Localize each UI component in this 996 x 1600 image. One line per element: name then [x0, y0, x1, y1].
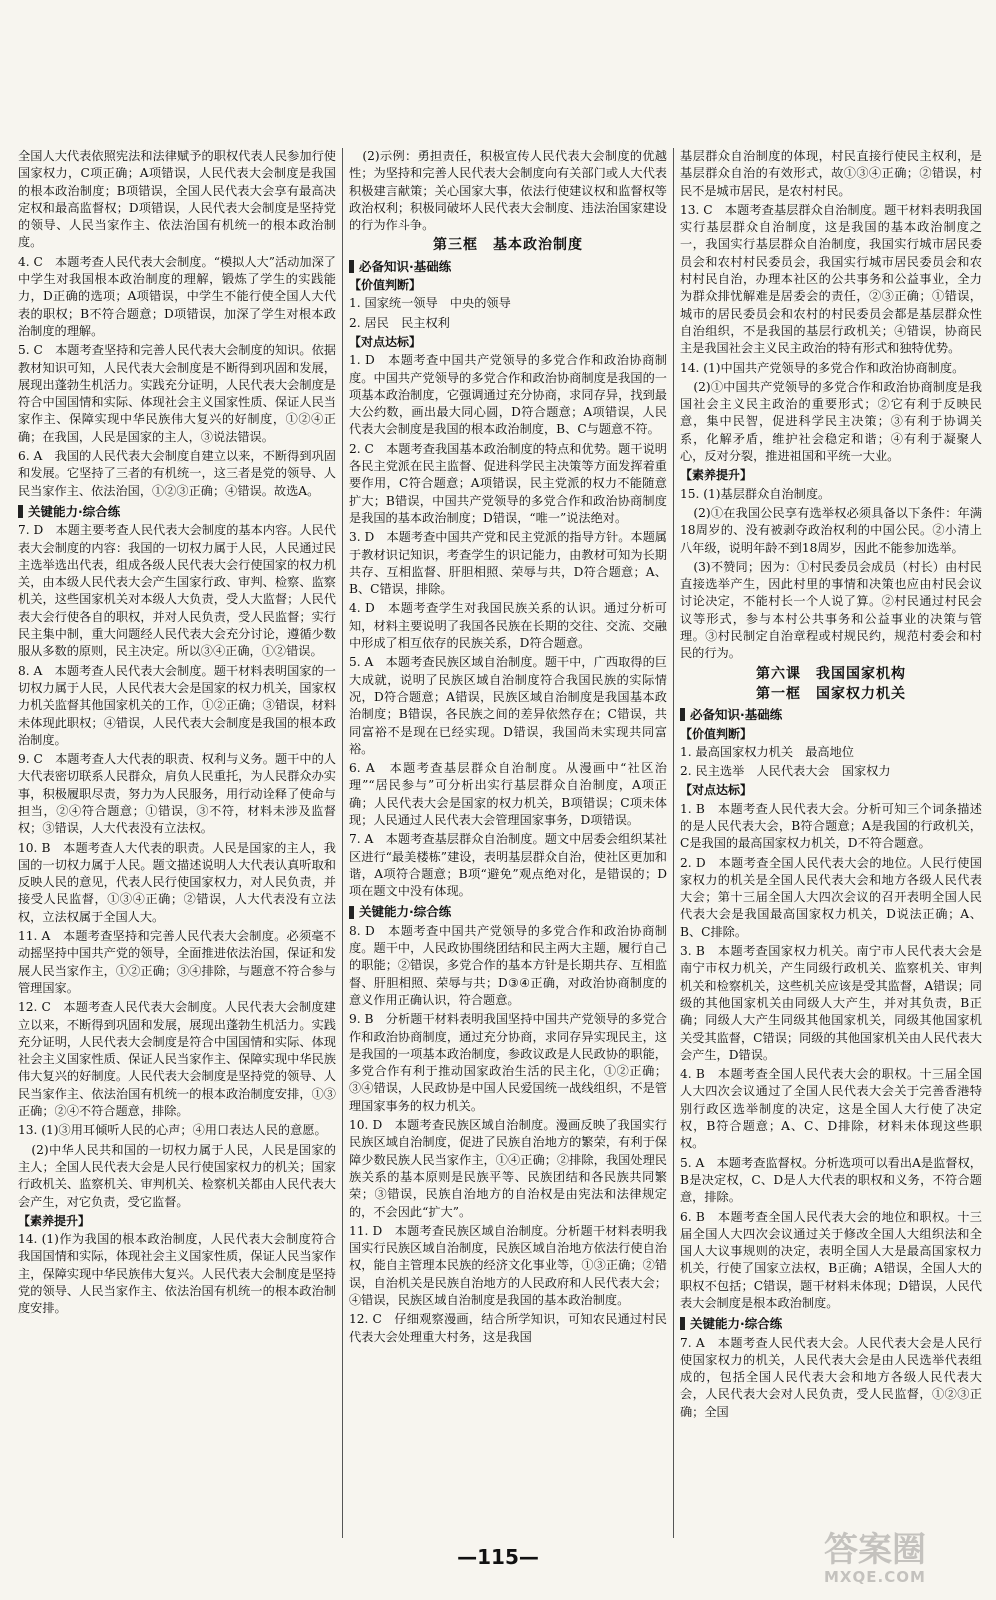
section-bar-icon — [680, 708, 685, 721]
column-divider-1 — [342, 148, 343, 1538]
answer-7: 7. A 本题考查基层群众自治制度。题文中居委会组织某社区进行“最美楼栋”建设，表明基层群众自治，使社区更加和谐，A项符合题意；B项“避免”观点绝对化，是错误的；D项在题文中没有体现。 — [349, 832, 667, 899]
answer-15b: (2)①在我国公民享有选举权必须具备以下条件：年满18周岁的、没有被剥夺政治权利的中国公民。②小清上八年级，说明年龄不到18周岁，因此不能参加选举。 — [680, 505, 982, 555]
answer-3: 3. D 本题考查中国共产党和民主党派的指导方针。本题属于教材识记知识，考查学生的识记能力，由教材可知为长期共存、互相监督、肝胆相照、荣辱与共，D符合题意；A、B、C错误，排除。 — [349, 530, 667, 597]
answer-text: 全国人大代表依照宪法和法律赋予的职权代表人民参加行使国家权力，C项正确；A项错误，人民代表大会制度是我国的根本政治制度；B项错误，全国人民代表大会享有最高决定权和最高监督权；D项错误，人民代表大会制度是坚持党的领导、人民当家作主、依法治国有机统一的根本政治制度。 — [18, 149, 336, 250]
column-2 — [349, 148, 667, 1538]
column-divider-2 — [673, 148, 674, 1538]
answer-14: 14. (1)作为我国的根本政治制度，人民代表大会制度符合我国国情和实际，体现社会主义国家性质，保证人民当家作主，保障实现中华民族伟大复兴。人民代表大会制度是坚持党的领导、人民当家作主、依法治国有机统一的根本政治制度安排。 — [18, 1232, 336, 1316]
answer-9: 9. B 分析题干材料表明我国坚持中国共产党领导的多党合作和政治协商制度，通过充分协商，求同存异实现民主，这是我国的一项基本政治制度，参政议政是人民政协的职能，多党合作有利于推动国家政治生活的民主化，①②正确；③④错误，人民政协是中国人民爱国统一战线组织，不是管理国家事务的权力机关。 — [349, 1012, 667, 1113]
section-heading: 必备知识·基础练 — [349, 258, 667, 275]
answer-12: 12. C 仔细观察漫画，结合所学知识，可知农民通过村民代表大会处理重大村务，这是我国 — [349, 1312, 667, 1344]
value-item-2: 2. 民主选举 人民代表大会 国家权力 — [680, 764, 891, 779]
answer-6: 6. A 我国的人民代表大会制度自建立以来，不断得到巩固和发展。它坚持了三者的有机统一，这三者是党的领导、人民当家作主、依法治国，①②③正确；④错误。故选A。 — [18, 449, 336, 498]
section-bar-icon — [18, 505, 23, 518]
answer-15c: (3)不赞同；因为：①村民委员会成员（村长）由村民直接选举产生，因此村里的事情和决策也应由村民会议讨论决定，不能村长一个人说了算。②村民通过村民会议等形式，参与本村公共事务和公益事业的决策与管理。③村民制定自治章程或村规民约，规范村委会和村民的行为。 — [680, 559, 982, 661]
column-3 — [680, 148, 982, 1538]
section-heading: 必备知识·基础练 — [680, 706, 982, 723]
answer-2: 2. C 本题考查我国基本政治制度的特点和优势。题干说明各民主党派在民主监督、促进科学民主决策等方面发挥着重要作用，C符合题意；A项错误，民主党派的权力不能随意扩大；B错误，中国共产党领导的多党合作和政治协商制度是我国的基本政治制度；D错误，“唯一”说法绝对。 — [349, 441, 667, 525]
watermark-sub: MXQE.COM — [824, 1568, 926, 1586]
answer-10: 10. D 本题考查民族区域自治制度。漫画反映了我国实行民族区域自治制度，促进了民族自治地方的繁荣，有利于保障少数民族人民当家作主，①④正确；②排除，我国处理民族关系的基本原则是民族平等、民族团结和各民族共同繁荣；③错误，民族自治地方的自治权是由宪法和法律规定的，不会因此“扩大”。 — [349, 1118, 667, 1219]
answer-10: 10. B 本题考查人大代表的职责。人民是国家的主人，我国的一切权力属于人民。题文描述说明人大代表认真听取和反映人民的意见，代表人民行使国家权力，对人民负责，并接受人民监督，①③④正确；②错误，人大代表没有立法权，立法权属于全国人大。 — [18, 840, 336, 924]
answer-8: 8. A 本题考查人民代表大会制度。题干材料表明国家的一切权力属于人民，人民代表大会是国家的权力机关，国家权力机关监督其他国家机关的工作，①②正确；③错误，材料未体现此职权；④错误，人民代表大会制度是我国的根本政治制度。 — [18, 663, 336, 747]
section-bar-icon — [349, 906, 354, 919]
tag-label: 【对点达标】 — [680, 783, 753, 798]
answer-3: 3. B 本题考查国家权力机关。南宁市人民代表大会是南宁市权力机关，产生同级行政机关、监察机关、审判机关和检察机关，这些机关应该是受其监督，A错误；同级的其他国家机关由同级人大产生，并对其负责，B正确；同级人大产生同级其他国家机关，同级其他国家机关受其监督，C错误；同级的其他国家机关由人民代表大会产生，D错误。 — [680, 944, 982, 1062]
page-number: —115— — [457, 1545, 539, 1569]
answer-5: 5. C 本题考查坚持和完善人民代表大会制度的知识。依据教材知识可知，人民代表大会制度是不断得到巩固和发展，展现出蓬勃生机活力。实践充分证明，人民代表大会制度是符合中国国情和实际、体现社会主义国家性质、保证人民当家作主、保障实现中华民族伟大复兴的好制度，①②④正确；在我国，人民是国家的主人，③说法错误。 — [18, 343, 336, 444]
tag-label: 【素养提升】 — [18, 1213, 91, 1228]
answer-1: 1. B 本题考查人民代表大会。分析可知三个词条描述的是人民代表大会，B符合题意；A是我国的行政机关，C是我国的最高国家权力机关，D不符合题意。 — [680, 801, 982, 851]
answer-13b: (2)中华人民共和国的一切权力属于人民，人民是国家的主人；全国人民代表大会是人民行使国家权力的机关；国家行政机关、监察机关、审判机关、检察机关都由人民代表大会产生，对它负责，受它监督。 — [18, 1142, 336, 1209]
answer-13a: 13. (1)③用耳倾听人民的心声；④用口表达人民的意愿。 — [18, 1123, 327, 1138]
answer-6: 6. B 本题考查全国人民代表大会的地位和职权。十三届全国人大四次会议通过关于修改全国人大组织法和全国人大议事规则的决定，表明全国人大是最高国家权力机关，行使了国家立法权，B正确；A错误，全国人大的职权不包括；C错误，题干材料未体现；D错误，人民代表大会制度是根本政治制度。 — [680, 1209, 982, 1310]
answer-4: 4. C 本题考查人民代表大会制度。“模拟人大”活动加深了中学生对我国根本政治制度的理解，锻炼了学生的实践能力，D正确的选项；A项错误，中学生不能行使全国人大代表的职权；B不符合题意；D项错误，加深了学生对根本政治制度的理解。 — [18, 254, 336, 338]
value-item-1: 1. 国家统一领导 中央的领导 — [349, 296, 511, 311]
answer-7: 7. A 本题考查人民代表大会。人民代表大会是人民行使国家权力的机关，人民代表大会是由人民选举代表组成的，包括全国人民代表大会和地方各级人民代表大会，人民代表大会对人民负责，受人民监督，①②③正确；全国 — [680, 1335, 982, 1419]
tag-label: 【素养提升】 — [680, 468, 753, 483]
answer-5: 5. A 本题考查监督权。分析选项可以看出A是监督权，B是决定权，C、D是人大代表的职权和义务，不符合题意，排除。 — [680, 1155, 982, 1205]
lesson-title: 第三框 基本政治制度 — [433, 237, 583, 254]
column-1 — [18, 148, 336, 1538]
frame-title: 第一框 国家权力机关 — [756, 685, 906, 702]
value-item-1: 1. 最高国家权力机关 最高地位 — [680, 744, 854, 759]
section-bar-icon — [349, 260, 354, 273]
tag-label: 【对点达标】 — [349, 334, 422, 349]
answer-8: 8. D 本题考查中国共产党领导的多党合作和政治协商制度。题干中，人民政协围绕团结和民主两大主题，履行自己的职能；②错误，多党合作的基本方针是长期共存、互相监督、肝胆相照、荣辱与共；D③④正确，对政治协商制度的意义作用正确认识，符合题意。 — [349, 923, 667, 1007]
section-heading: 关键能力·综合练 — [349, 903, 667, 920]
answer-9: 9. C 本题考查人大代表的职责、权利与义务。题干中的人大代表密切联系人民群众，肩负人民重托，为人民群众办实事，积极履职尽责，努力为人民服务，用行动诠释了使命与担当，②④符合题意；①错误，③不符，材料未涉及监督权；③错误，人大代表没有立法权。 — [18, 752, 336, 836]
value-item-2: 2. 居民 民主权利 — [349, 315, 450, 330]
answer-4: 4. D 本题考查学生对我国民族关系的认识。通过分析可知，材料主要说明了我国各民族在长期的交往、交流、交融中形成了相互依存的民族关系，D符合题意。 — [349, 601, 667, 651]
answer-1: 1. D 本题考查中国共产党领导的多党合作和政治协商制度。中国共产党领导的多党合作和政治协商制度是我国的一项基本政治制度，它强调通过充分协商，求同存异，找到最大公约数，画出最大同心圆，D符合题意；A项错误，人民代表大会制度是我国的根本政治制度，B、C与题意不符。 — [349, 353, 667, 437]
answer-11: 11. D 本题考查民族区域自治制度。分析题干材料表明我国实行民族区域自治制度，民族区域自治地方依法行使自治权，能自主管理本民族的经济文化事业等，①③正确；②错误，自治机关是民族自治地方的人民政府和人民代表大会；④错误，民族区域自治制度是我国的基本政治制度。 — [349, 1223, 667, 1307]
answer-14a: 14. (1)中国共产党领导的多党合作和政治协商制度。 — [680, 360, 965, 375]
section-heading: 关键能力·综合练 — [680, 1315, 982, 1332]
watermark-logo — [824, 1532, 974, 1590]
answer-5: 5. A 本题考查民族区域自治制度。题干中，广西取得的巨大成就，说明了民族区域自治制度符合我国民族的实际情况，D符合题意；A错误，民族区域自治制度是我国基本政治制度；B错误，各民族之间的差异依然存在；C错误，共同富裕不是现在已经实现。D错误，我国尚未实现共同富裕。 — [349, 655, 667, 756]
tag-label: 【价值判断】 — [349, 278, 422, 293]
answer-13: 13. C 本题考查基层群众自治制度。题干材料表明我国实行基层群众自治制度，这是我国的基本政治制度之一，我国实行基层群众自治制度，我国实行城市居民委员会和农村村民委员会，我国实行城市居民委员会和农村村民自治，办理本社区的公共事务和公益事业，全力为群众排忧解难是居委会的责任，②③正确；①错误，城市的居民委员会和农村的村民委员会都是基层群众性自治组织，不是我国的基层行政机关；④错误，协商民主是我国社会主义民主政治的特有形式和独特优势。 — [680, 202, 982, 356]
answer-11: 11. A 本题考查坚持和完善人民代表大会制度。必须毫不动摇坚持中国共产党的领导，全面推进依法治国，保证和发展人民当家作主，①②正确；③④排除，与题意不符合参与管理国家。 — [18, 929, 336, 995]
answer-text: 基层群众自治制度的体现，村民直接行使民主权利，是基层群众自治的有效形式，故①③④正确；②错误，村民不是城市居民，是农村村民。 — [680, 149, 982, 198]
answer-2: 2. D 本题考查全国人民代表大会的地位。人民行使国家权力的机关是全国人民代表大会和地方各级人民代表大会；第十三届全国人大四次会议的召开表明全国人民代表大会是我国最高国家权力机关，D说法正确；A、B、C排除。 — [680, 855, 982, 939]
section-heading: 关键能力·综合练 — [18, 503, 336, 520]
watermark-main: 答案圈 — [824, 1530, 926, 1570]
answer-text: (2)示例：勇担责任，积极宣传人民代表大会制度的优越性；为坚持和完善人民代表大会制度向有关部门或人大代表积极建言献策；关心国家大事，依法行使建议权和监督权等政治权利；积极同破坏人民代表大会制度、违法治国家建设的行为作斗争。 — [349, 149, 667, 233]
answer-15a: 15. (1)基层群众自治制度。 — [680, 486, 831, 501]
answer-4: 4. B 本题考查全国人民代表大会的职权。十三届全国人大四次会议通过了全国人民代表大会关于完善香港特别行政区选举制度的决定，这是全国人大行使了决定权，B符合题意；A、C、D排除，材料未体现这些职权。 — [680, 1067, 982, 1151]
answer-7: 7. D 本题主要考查人民代表大会制度的基本内容。人民代表大会制度的内容：我国的一切权力属于人民，人民通过民主选举选出代表，组成各级人民代表大会行使国家的权力机关，由本级人民代表大会产生国家行政、审判、检察、监察机关，这些国家机关对本级人大负责，受人大监督；人民代表大会行使各自的职权，并对人民负责，受人民监督；实行民主集中制，重大问题经人民代表大会充分讨论，遵循少数服从多数的原则，民主决定。所以③④正确，①②错误。 — [18, 523, 336, 659]
answer-12: 12. C 本题考查人民代表大会制度。人民代表大会制度建立以来，不断得到巩固和发展，展现出蓬勃生机活力。实践充分证明，人民代表大会制度是符合中国国情和实际、体现社会主义国家性质、保证人民当家作主、保障实现中华民族伟大复兴的好制度。人民代表大会制度是坚持党的领导、人民当家作主、依法治国有机统一的根本政治制度安排，①③正确；②④不符合题意，排除。 — [18, 1000, 336, 1119]
answer-14b: (2)①中国共产党领导的多党合作和政治协商制度是我国社会主义民主政治的重要形式；②它有利于反映民意，集中民智，促进科学民主决策；③有利于协调关系，化解矛盾，维护社会稳定和谐；④有利于凝聚人心，反对分裂，推进祖国和平统一大业。 — [680, 379, 982, 464]
tag-label: 【价值判断】 — [680, 726, 753, 741]
section-bar-icon — [680, 1317, 685, 1330]
lesson-title: 第六课 我国国家机构 — [756, 665, 906, 682]
answer-6: 6. A 本题考查基层群众自治制度。从漫画中“社区治理”“居民参与”可分析出实行基层群众自治制度，A项正确；人民代表大会是国家的权力机关，B项错误；C项未体现；人民通过人民代表大会管理国家事务，D项错误。 — [349, 761, 667, 827]
